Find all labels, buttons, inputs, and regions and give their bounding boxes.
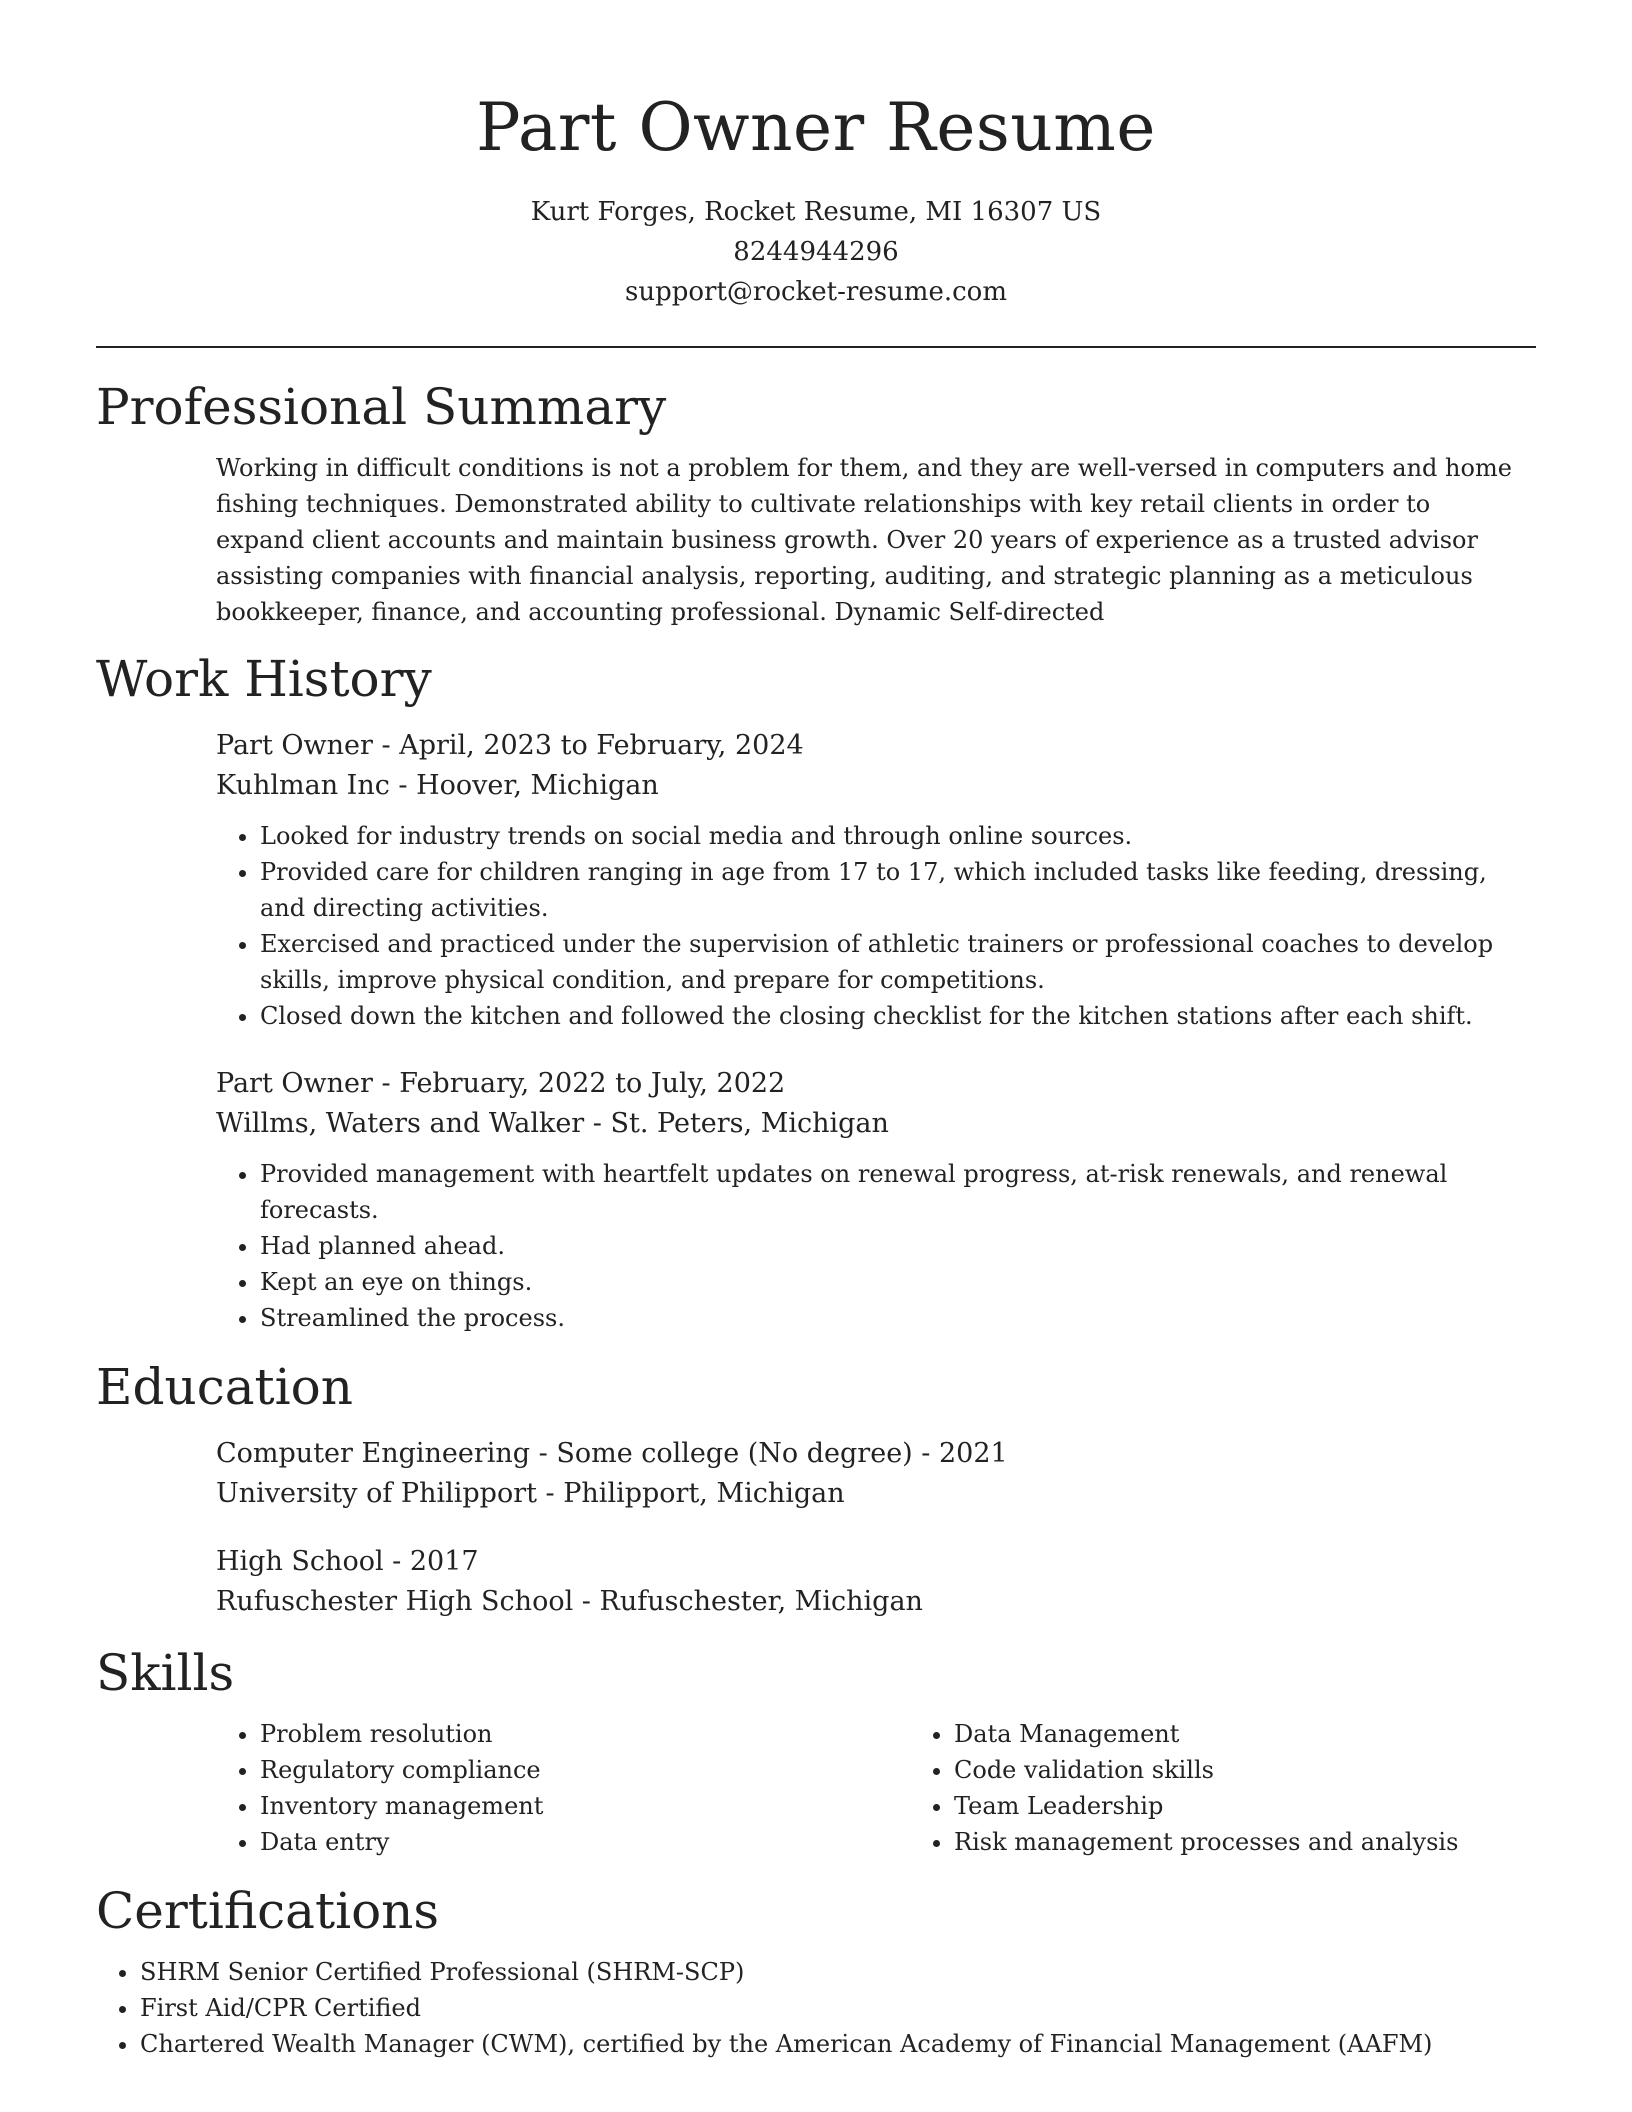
header-divider bbox=[96, 346, 1536, 348]
certification-item: • Chartered Wealth Manager (CWM), certified by the American Academy of Financial Management (AAFM) bbox=[140, 2026, 1536, 2062]
job-bullet: • Looked for industry trends on social media and through online sources. bbox=[260, 818, 1536, 854]
contact-email: support@rocket-resume.com bbox=[624, 277, 1007, 307]
job-bullet: • Kept an eye on things. bbox=[260, 1264, 1536, 1300]
skills-column-left bbox=[216, 1716, 910, 1860]
skill-item: • Code validation skills bbox=[954, 1752, 1536, 1788]
job-bullets bbox=[216, 818, 1536, 1034]
job-bullet: • Had planned ahead. bbox=[260, 1228, 1536, 1264]
education-section bbox=[96, 1354, 1536, 1622]
education-entry bbox=[216, 1434, 1536, 1514]
skill-item: • Problem resolution bbox=[260, 1716, 910, 1752]
skills-heading: Skills bbox=[96, 1644, 235, 1702]
job-bullet: • Streamlined the process. bbox=[260, 1300, 1536, 1336]
education-degree-line: Computer Engineering - Some college (No degree) - 2021 bbox=[216, 1438, 1008, 1469]
job-entry bbox=[216, 726, 1536, 1034]
job-bullet: • Exercised and practiced under the supervision of athletic trainers or professional coaches to develop skills, improve physical condition, and prepare for competitions. bbox=[260, 926, 1536, 998]
skills-grid bbox=[216, 1716, 1536, 1860]
job-bullet: • Provided care for children ranging in age from 17 to 17, which included tasks like feeding, dressing, and directing activities. bbox=[260, 854, 1536, 926]
summary-heading: Professional Summary bbox=[96, 378, 667, 436]
work-history-heading: Work History bbox=[96, 650, 432, 708]
skills-column-right bbox=[910, 1716, 1536, 1860]
resume-title: Part Owner Resume bbox=[476, 89, 1156, 166]
education-heading: Education bbox=[96, 1358, 353, 1416]
contact-phone: 8244944296 bbox=[733, 237, 899, 267]
summary-section bbox=[96, 374, 1536, 630]
job-bullet: • Closed down the kitchen and followed the closing checklist for the kitchen stations after each shift. bbox=[260, 998, 1536, 1034]
contact-address: Kurt Forges, Rocket Resume, MI 16307 US bbox=[530, 197, 1102, 227]
job-title-line: Part Owner - April, 2023 to February, 2024 bbox=[216, 730, 804, 761]
resume-header bbox=[96, 0, 1536, 312]
job-title-line: Part Owner - February, 2022 to July, 2022 bbox=[216, 1068, 786, 1099]
job-bullet: • Provided management with heartfelt updates on renewal progress, at-risk renewals, and renewal forecasts. bbox=[260, 1156, 1536, 1228]
skills-section bbox=[96, 1640, 1536, 1860]
contact-info bbox=[96, 192, 1536, 312]
work-history-section bbox=[96, 646, 1536, 1336]
certifications-list bbox=[96, 1954, 1536, 2062]
job-bullets bbox=[216, 1156, 1536, 1336]
job-company-line: Willms, Waters and Walker - St. Peters, Michigan bbox=[216, 1108, 889, 1139]
skill-item: • Data Management bbox=[954, 1716, 1536, 1752]
job-entry bbox=[216, 1064, 1536, 1336]
skill-item: • Data entry bbox=[260, 1824, 910, 1860]
skill-item: • Risk management processes and analysis bbox=[954, 1824, 1536, 1860]
summary-text: Working in difficult conditions is not a problem for them, and they are well-versed in computers and home fishing techniques. Demonstrated ability to cultivate relationships with key retail clients in order to expand client accounts and maintain business growth. Over 20 years of experience as a trusted advisor assisting companies with financial analysis, reporting, auditing, and strategic planning as a meticulous bookkeeper, finance, and accounting professional. Dynamic Self-directed bbox=[216, 454, 1512, 626]
certification-item: • SHRM Senior Certified Professional (SHRM-SCP) bbox=[140, 1954, 1536, 1990]
certifications-heading: Certifications bbox=[96, 1882, 440, 1940]
skill-item: • Regulatory compliance bbox=[260, 1752, 910, 1788]
certification-item: • First Aid/CPR Certified bbox=[140, 1990, 1536, 2026]
education-entry bbox=[216, 1542, 1536, 1622]
job-company-line: Kuhlman Inc - Hoover, Michigan bbox=[216, 770, 659, 801]
education-school-line: University of Philipport - Philipport, Michigan bbox=[216, 1478, 845, 1509]
skill-item: • Inventory management bbox=[260, 1788, 910, 1824]
certifications-section bbox=[96, 1878, 1536, 2062]
education-school-line: Rufuschester High School - Rufuschester, Michigan bbox=[216, 1586, 923, 1617]
skill-item: • Team Leadership bbox=[954, 1788, 1536, 1824]
education-degree-line: High School - 2017 bbox=[216, 1546, 479, 1577]
